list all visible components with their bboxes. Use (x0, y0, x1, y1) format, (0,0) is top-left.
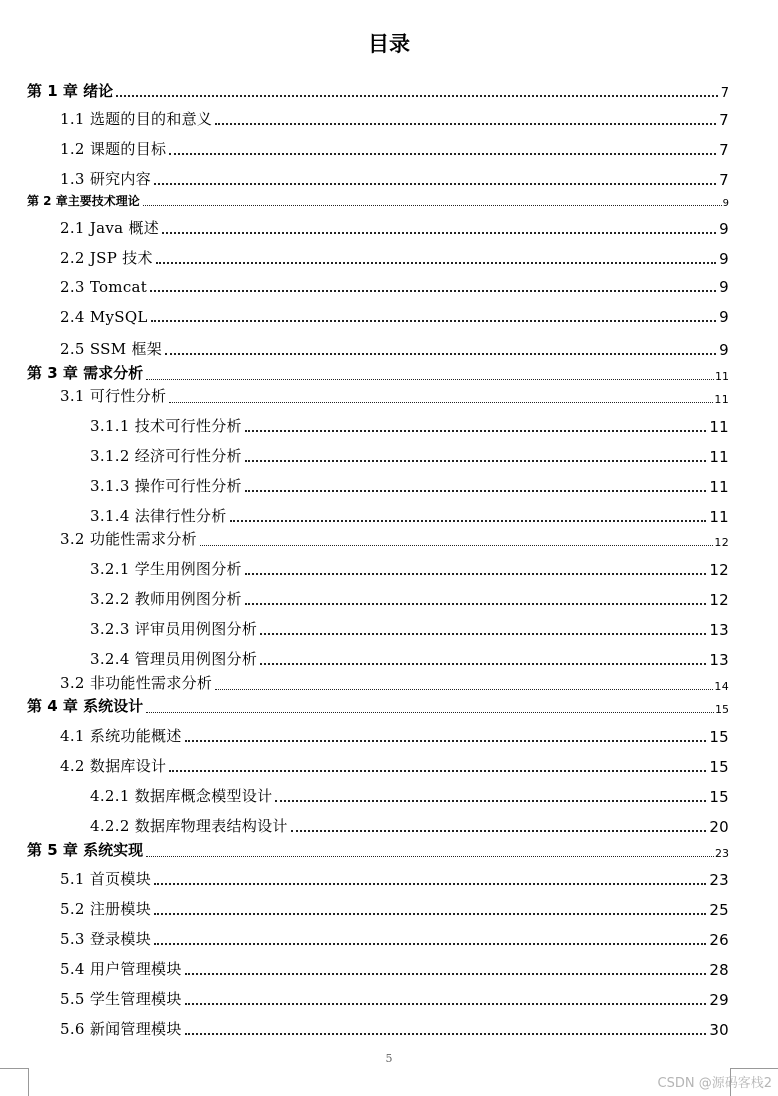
toc-entry-chapter-5[interactable]: 第 5 章 系统实现 23 (27, 841, 729, 860)
toc-entry[interactable]: 5.5 学生管理模块 29 (60, 990, 729, 1009)
toc-entry[interactable]: 1.2 课题的目标 7 (60, 140, 729, 159)
toc-entry[interactable]: 2.5 SSM 框架 9 (60, 340, 729, 359)
toc-entry[interactable]: 3.2 非功能性需求分析 14 (60, 674, 729, 693)
toc-entry[interactable]: 4.2 数据库设计 15 (60, 757, 729, 776)
toc-entry-chapter-2[interactable]: 第 2 章主要技术理论 9 (27, 194, 729, 209)
toc-entry[interactable]: 3.2.2 教师用例图分析 12 (90, 590, 729, 609)
toc-entry[interactable]: 3.2.4 管理员用例图分析 13 (90, 650, 729, 669)
toc-entry[interactable]: 3.1.3 操作可行性分析 11 (90, 477, 729, 496)
toc-entry[interactable]: 3.2.3 评审员用例图分析 13 (90, 620, 729, 639)
toc-entry[interactable]: 4.2.1 数据库概念模型设计 15 (90, 787, 729, 806)
page-corner-mark-left (0, 1068, 29, 1096)
toc-entry[interactable]: 5.6 新闻管理模块 30 (60, 1020, 729, 1039)
toc-entry[interactable]: 3.1 可行性分析 11 (60, 387, 729, 406)
toc-entry[interactable]: 5.4 用户管理模块 28 (60, 960, 729, 979)
toc-entry[interactable]: 5.3 登录模块 26 (60, 930, 729, 949)
toc-entry[interactable]: 5.1 首页模块 23 (60, 870, 729, 889)
toc-entry[interactable]: 2.3 Tomcat 9 (60, 278, 729, 296)
page-number: 5 (385, 1052, 393, 1065)
toc-entry[interactable]: 5.2 注册模块 25 (60, 900, 729, 919)
watermark: CSDN @源码客栈2 (657, 1076, 772, 1091)
toc-entry[interactable]: 3.2 功能性需求分析 12 (60, 530, 729, 549)
toc-entry[interactable]: 2.2 JSP 技术 9 (60, 249, 729, 268)
toc-entry[interactable]: 1.3 研究内容 7 (60, 170, 729, 189)
toc-entry[interactable]: 3.2.1 学生用例图分析 12 (90, 560, 729, 579)
toc-entry-chapter-1[interactable]: 第 1 章 绪论 7 (27, 82, 729, 101)
toc-entry[interactable]: 1.1 选题的目的和意义 7 (60, 110, 729, 129)
toc-title: 目录 (368, 32, 410, 56)
toc-entry[interactable]: 4.1 系统功能概述 15 (60, 727, 729, 746)
toc-entry-chapter-3[interactable]: 第 3 章 需求分析 11 (27, 364, 729, 383)
toc-entry[interactable]: 3.1.1 技术可行性分析 11 (90, 417, 729, 436)
toc-entry[interactable]: 4.2.2 数据库物理表结构设计 20 (90, 817, 729, 836)
toc-entry[interactable]: 2.4 MySQL 9 (60, 308, 729, 326)
toc-entry[interactable]: 2.1 Java 概述 9 (60, 219, 729, 238)
toc-entry[interactable]: 3.1.4 法律行性分析 11 (90, 507, 729, 526)
toc-entry-chapter-4[interactable]: 第 4 章 系统设计 15 (27, 697, 729, 716)
toc-entry[interactable]: 3.1.2 经济可行性分析 11 (90, 447, 729, 466)
